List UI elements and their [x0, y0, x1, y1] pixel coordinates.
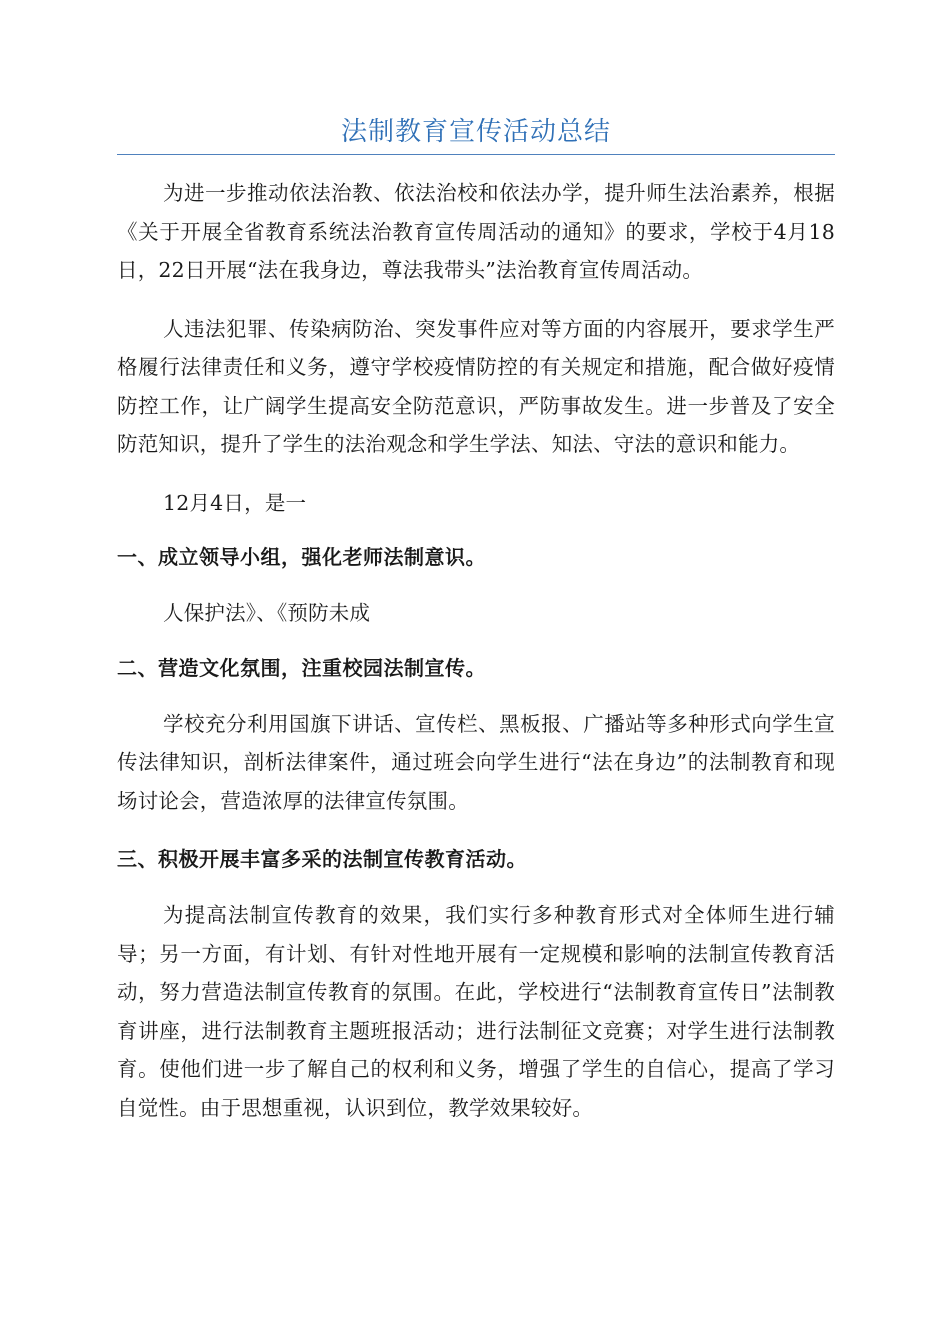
section-text-3: 为提高法制宣传教育的效果，我们实行多种教育形式对全体师生进行辅导；另一方面，有计划、有针对性地开展有一定规模和影响的法制宣传教育活动，努力营造法制宣传教育的氛围。在此，学校进行“法制教育宣传日”法制教育讲座，进行法制教育主题班报活动；进行法制征文竞赛；对学生进行法制教育。使他们进一步了解自己的权利和义务，增强了学生的自信心，提高了学习自觉性。由于思想重视，认识到位，教学效果较好。: [117, 903, 835, 1120]
body-paragraph: 人违法犯罪、传染病防治、突发事件应对等方面的内容展开，要求学生严格履行法律责任和义务，遵守学校疫情防控的有关规定和措施，配合做好疫情防控工作，让广阔学生提高安全防范意识，严防事故发生。进一步普及了安全防范知识，提升了学生的法治观念和学生学法、知法、守法的意识和能力。: [117, 316, 835, 456]
document-body: [117, 174, 835, 1147]
document-title: 法制教育宣传活动总结: [340, 117, 611, 147]
intro-paragraph: 为进一步推动依法治教、依法治校和依法办学，提升师生法治素养，根据《关于开展全省教育系统法治教育宣传周活动的通知》的要求，学校于4月18日，22日开展“法在我身边，尊法我带头”法治教育宣传周活动。: [117, 181, 835, 282]
section-heading-2: 二、营造文化氛围，注重校园法制宣传。: [117, 655, 486, 680]
section-text-2: 学校充分利用国旗下讲话、宣传栏、黑板报、广播站等多种形式向学生宣传法律知识，剖析法律案件，通过班会向学生进行“法在身边”的法制教育和现场讨论会，营造浓厚的法律宣传氛围。: [117, 711, 835, 813]
section-text-1: 人保护法》、《预防未成: [163, 601, 371, 625]
section-heading-3: 三、积极开展丰富多采的法制宣传教育活动。: [117, 847, 527, 871]
title-underline: [117, 154, 835, 155]
date-paragraph: 12月4日，是一: [163, 490, 307, 515]
section-heading-1: 一、成立领导小组，强化老师法制意识。: [117, 545, 486, 569]
